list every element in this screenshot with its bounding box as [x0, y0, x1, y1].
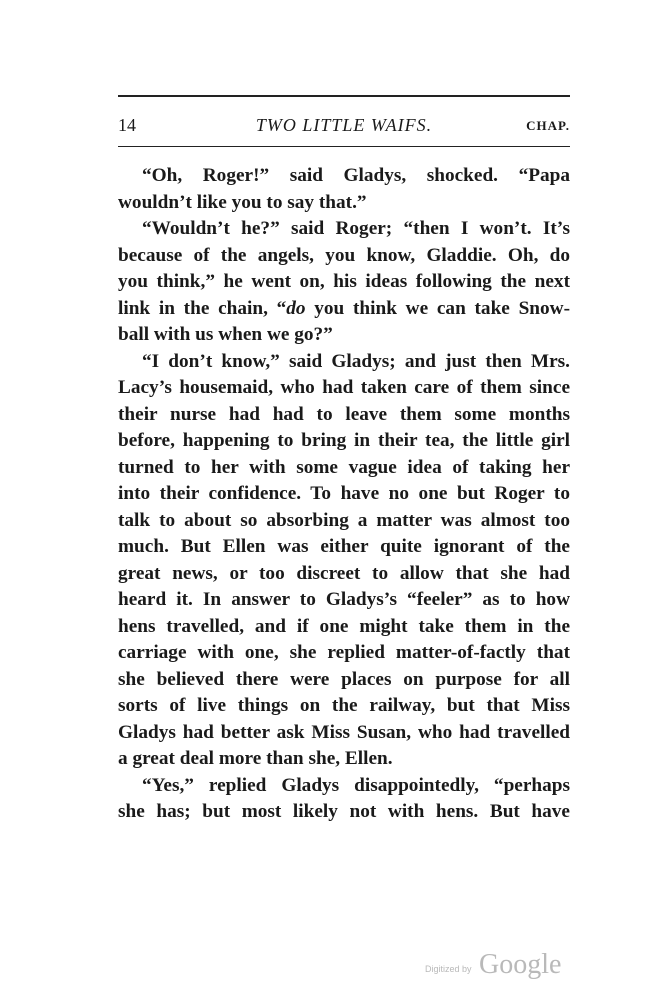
- page-number: 14: [118, 115, 136, 135]
- watermark-prefix: Digitized by: [425, 964, 472, 974]
- text-line: their nurse had had to leave them some months: [118, 403, 570, 425]
- top-rule: [118, 95, 570, 97]
- text-line: carriage with one, she replied matter-of-factly that: [118, 642, 570, 663]
- running-title: TWO LITTLE WAIFS.: [255, 115, 433, 135]
- emphasis-word: do: [286, 297, 306, 319]
- text-line: turned to her with some vague idea of taking her: [118, 456, 570, 478]
- text-line: much. But Ellen was either quite ignorant of the: [118, 536, 570, 557]
- running-header: [118, 113, 570, 137]
- text-line: “Yes,” replied Gladys disappointedly, “perhaps: [142, 774, 570, 796]
- text-line: you think,” he went on, his ideas following the next: [118, 271, 570, 292]
- header-rule: [118, 146, 570, 147]
- text-segment: you think we can take Snow-: [305, 297, 570, 319]
- body-text: [118, 163, 570, 826]
- text-line: great news, or too discreet to allow that she had: [118, 562, 570, 584]
- text-line: Gladys had better ask Miss Susan, who had travelled: [118, 721, 570, 743]
- text-line: “Oh, Roger!” said Gladys, shocked. “Papa: [142, 165, 570, 186]
- text-line: a great deal more than she, Ellen.: [118, 748, 393, 769]
- text-line: she believed there were places on purpose for all: [118, 668, 570, 690]
- text-line: ball with us when we go?”: [118, 324, 333, 345]
- text-line: she has; but most likely not with hens. But have: [118, 801, 570, 822]
- text-line: hens travelled, and if one might take them in the: [118, 615, 570, 637]
- chapter-label: CHAP.: [526, 118, 570, 133]
- digitized-watermark: [425, 948, 565, 982]
- text-line: sorts of live things on the railway, but that Miss: [118, 695, 570, 716]
- text-line: wouldn’t like you to say that.”: [118, 191, 367, 213]
- text-line: before, happening to bring in their tea, the little girl: [118, 430, 570, 451]
- text-line: talk to about so absorbing a matter was almost too: [118, 509, 570, 531]
- text-segment: link in the chain, “: [118, 297, 287, 319]
- text-line: Lacy’s housemaid, who had taken care of them since: [118, 377, 570, 398]
- text-line: heard it. In answer to Gladys’s “feeler” as to how: [118, 589, 570, 610]
- text-line: “Wouldn’t he?” said Roger; “then I won’t. It’s: [142, 218, 570, 239]
- watermark-brand: Google: [479, 949, 562, 980]
- text-line: into their confidence. To have no one but Roger to: [118, 483, 570, 504]
- text-line: [118, 296, 570, 323]
- text-line: “I don’t know,” said Gladys; and just then Mrs.: [142, 350, 570, 372]
- text-line: because of the angels, you know, Gladdie. Oh, do: [118, 244, 570, 266]
